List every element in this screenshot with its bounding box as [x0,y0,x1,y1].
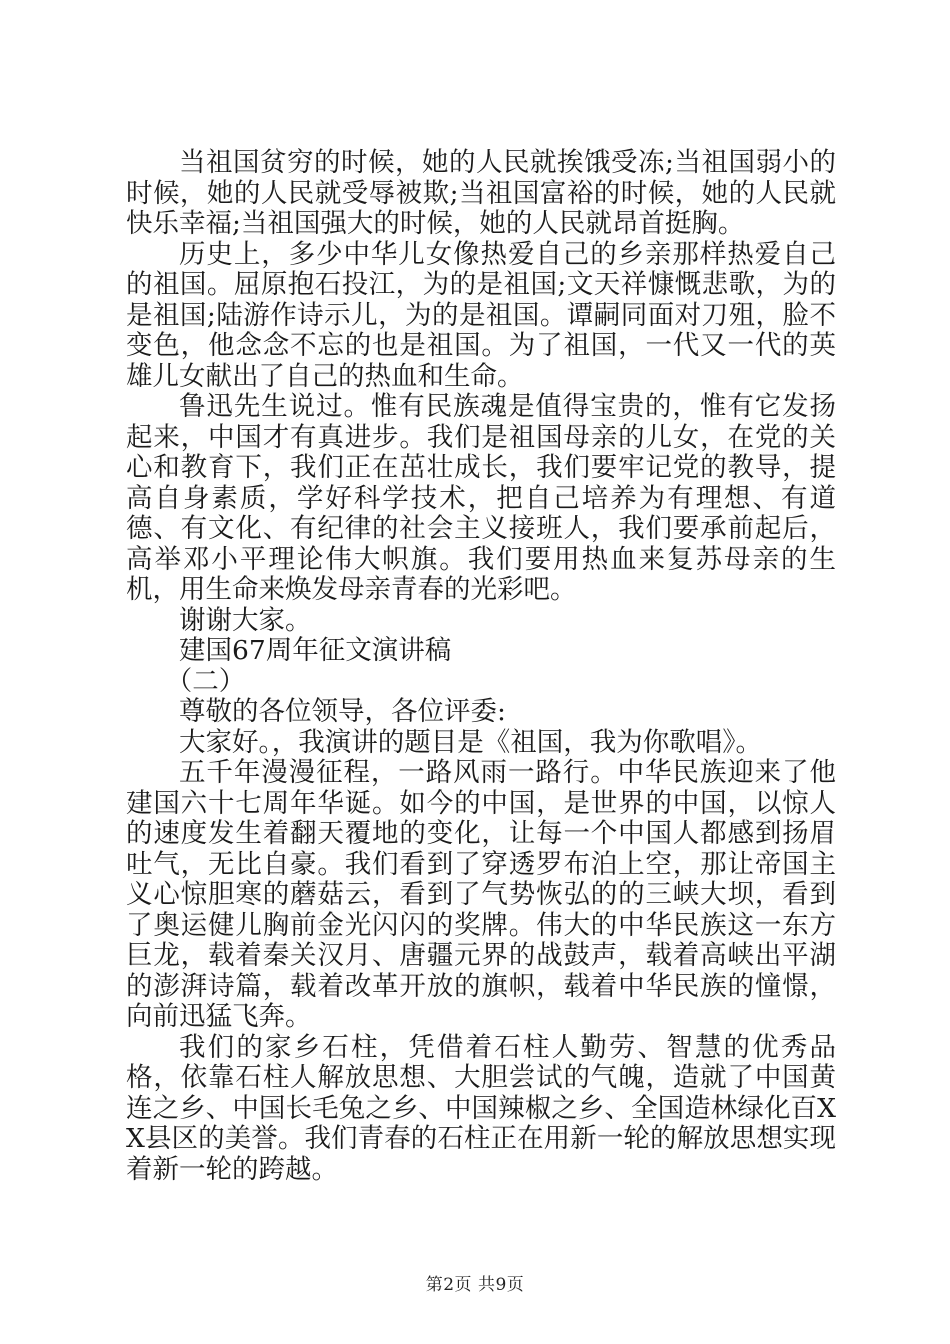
paragraph-salutation: 尊敬的各位领导，各位评委: [179,696,506,727]
paragraph-hometown-shizhu: 我们的家乡石柱，凭借着石柱人勤劳、智慧的优秀品格，依靠石柱人解放思想、大胆尝试的气魄，造就了中国黄连之乡、中国长毛兔之乡、中国辣椒之乡、全国造林绿化百XX县区的美誉。我们青春的石柱正在用新一轮的解放思想实现着新一轮的跨越。 [126,1031,836,1185]
paragraph-five-thousand-years: 五千年漫漫征程，一路风雨一路行。中华民族迎来了他建国六十七周年华诞。如今的中国，是世界的中国，以惊人的速度发生着翻天覆地的变化，让每一个中国人都感到扬眉吐气，无比自豪。我们看到了穿透罗布泊上空，那让帝国主义心惊胆寒的蘑菇云，看到了气势恢弘的的三峡大坝，看到了奥运健儿胸前金光闪闪的奖牌。伟大的中华民族这一东方巨龙，载着秦关汉月、唐疆元界的战鼓声，载着高峡出平湖的澎湃诗篇，载着改革开放的旗帜，载着中华民族的憧憬，向前迅猛飞奔。 [126,757,836,1032]
paragraph-history-patriots: 历史上，多少中华儿女像热爱自己的乡亲那样热爱自己的祖国。屈原抱石投江，为的是祖国;文天祥慷慨悲歌，为的是祖国;陆游作诗示儿，为的是祖国。谭嗣同面对刀殂，脸不变色，他念念不忘的也是祖国。为了祖国，一代又一代的英雄儿女献出了自己的热血和生命。 [126,238,836,392]
paragraph-greeting: 大家好。，我演讲的题目是《祖国，我为你歌唱》。 [179,726,762,758]
paragraph-thanks: 谢谢大家。 [179,604,312,636]
page-footer: 第2页 共9页 [425,1275,525,1295]
paragraph-poverty-weakness: 当祖国贫穷的时候，她的人民就挨饿受冻;当祖国弱小的时候，她的人民就受辱被欺;当祖国富裕的时候，她的人民就快乐幸福;当祖国强大的时候，她的人民就昂首挺胸。 [126,147,836,239]
section-number: （二） [165,665,246,697]
document-body [126,148,836,1185]
section-title: 建国67周年征文演讲稿 [179,635,452,666]
paragraph-lu-xun-quote: 鲁迅先生说过。惟有民族魂是值得宝贵的，惟有它发扬起来，中国才有真进步。我们是祖国母亲的儿女，在党的关心和教育下，我们正在茁壮成长，我们要牢记党的教导，提高自身素质，学好科学技术，把自己培养为有理想、有道德、有文化、有纪律的社会主义接班人，我们要承前起后，高举邓小平理论伟大帜旗。我们要用热血来复苏母亲的生机，用生命来焕发母亲青春的光彩吧。 [126,391,836,605]
